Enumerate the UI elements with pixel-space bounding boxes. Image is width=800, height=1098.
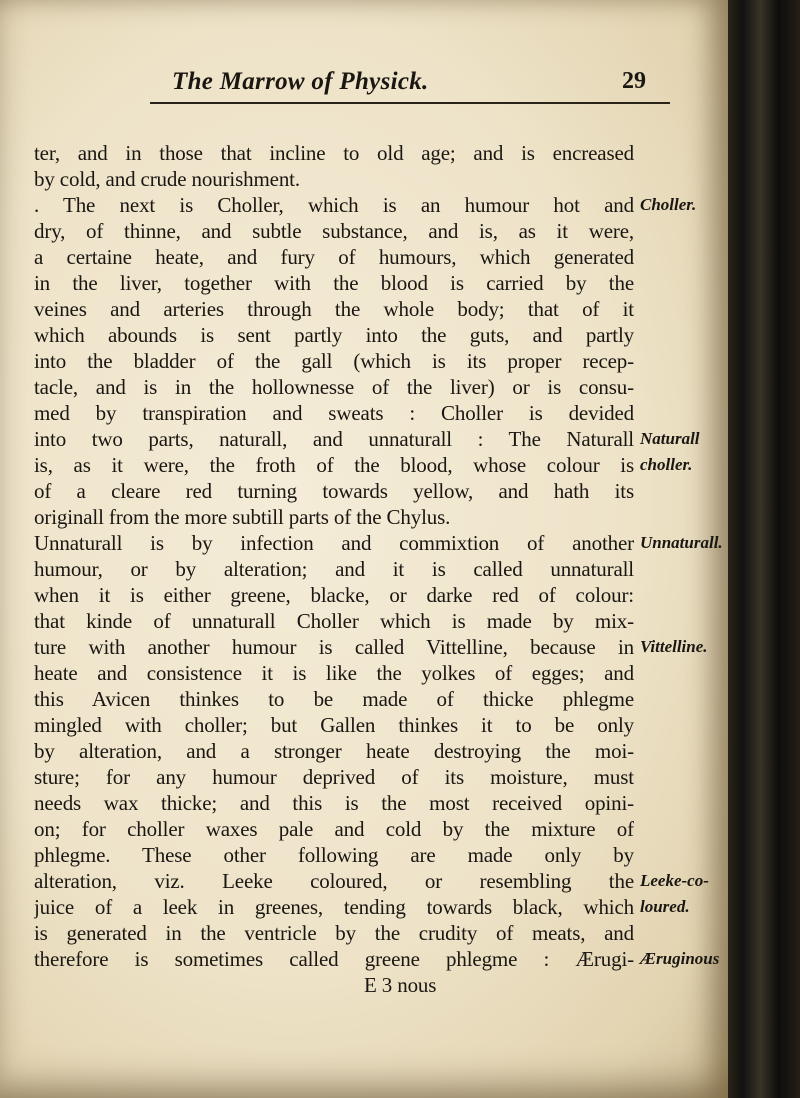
margin-note: Unnaturall. bbox=[640, 533, 723, 552]
margin-note: Leeke-co- bbox=[640, 871, 709, 890]
text-line: mingled with choller; but Gallen thinkes it to be only bbox=[34, 713, 634, 737]
text-line: is generated in the ventricle by the crudity of meats, and bbox=[34, 921, 634, 945]
running-title: The Marrow of Physick. bbox=[172, 68, 429, 95]
margin-note: Choller. bbox=[640, 195, 697, 214]
text-line: this Avicen thinkes to be made of thicke phlegme bbox=[34, 687, 634, 711]
signature-line: E 3 nous bbox=[364, 973, 437, 997]
text-line: veines and arteries through the whole body; that of it bbox=[34, 297, 634, 321]
margin-note: loured. bbox=[640, 897, 690, 916]
header-rule bbox=[150, 102, 670, 104]
text-line: needs wax thicke; and this is the most received opini- bbox=[34, 791, 634, 815]
page-number: 29 bbox=[622, 68, 646, 94]
text-line: in the liver, together with the blood is carried by the bbox=[34, 271, 634, 295]
text-line: Unnaturall is by infection and commixtion of another bbox=[34, 531, 634, 555]
book-spine bbox=[728, 0, 800, 1098]
text-line: phlegme. These other following are made only by bbox=[34, 843, 634, 867]
text-line: tacle, and is in the hollownesse of the liver) or is consu- bbox=[34, 375, 634, 399]
text-line: on; for choller waxes pale and cold by the mixture of bbox=[34, 817, 634, 841]
text-line: humour, or by alteration; and it is called unnaturall bbox=[34, 557, 634, 581]
text-line: sture; for any humour deprived of its moisture, must bbox=[34, 765, 634, 789]
text-line: by alteration, and a stronger heate destroying the moi- bbox=[34, 739, 634, 763]
margin-note: Vittelline. bbox=[640, 637, 708, 656]
body-text bbox=[34, 140, 634, 998]
text-line: ter, and in those that incline to old age; and is encreased bbox=[34, 141, 634, 165]
margin-note: Æruginous bbox=[640, 949, 720, 968]
text-line: ture with another humour is called Vittelline, because in bbox=[34, 635, 634, 659]
text-line: that kinde of unnaturall Choller which is made by mix- bbox=[34, 609, 634, 633]
text-line: juice of a leek in greenes, tending towards black, which bbox=[34, 895, 634, 919]
text-line: originall from the more subtill parts of the Chylus. bbox=[34, 505, 451, 529]
text-line: into the bladder of the gall (which is its proper recep- bbox=[34, 349, 634, 373]
text-line: when it is either greene, blacke, or darke red of colour: bbox=[34, 583, 634, 607]
margin-note: Naturall bbox=[640, 429, 700, 448]
text-line: therefore is sometimes called greene phlegme : Ærugi- bbox=[34, 947, 634, 971]
text-line: a certaine heate, and fury of humours, which generated bbox=[34, 245, 634, 269]
text-line: is, as it were, the froth of the blood, whose colour is bbox=[34, 453, 634, 477]
text-line: heate and consistence it is like the yolkes of egges; and bbox=[34, 661, 634, 685]
text-line: of a cleare red turning towards yellow, and hath its bbox=[34, 479, 634, 503]
running-header bbox=[150, 66, 670, 110]
text-line: med by transpiration and sweats : Choller is devided bbox=[34, 401, 634, 425]
text-line: into two parts, naturall, and unnaturall : The Naturall bbox=[34, 427, 634, 451]
text-line: dry, of thinne, and subtle substance, and is, as it were, bbox=[34, 219, 634, 243]
margin-note: choller. bbox=[640, 455, 693, 474]
text-line: which abounds is sent partly into the guts, and partly bbox=[34, 323, 634, 347]
text-line: alteration, viz. Leeke coloured, or resembling the bbox=[34, 869, 634, 893]
text-line: by cold, and crude nourishment. bbox=[34, 167, 300, 191]
text-line: . The next is Choller, which is an humour hot and bbox=[34, 193, 634, 217]
